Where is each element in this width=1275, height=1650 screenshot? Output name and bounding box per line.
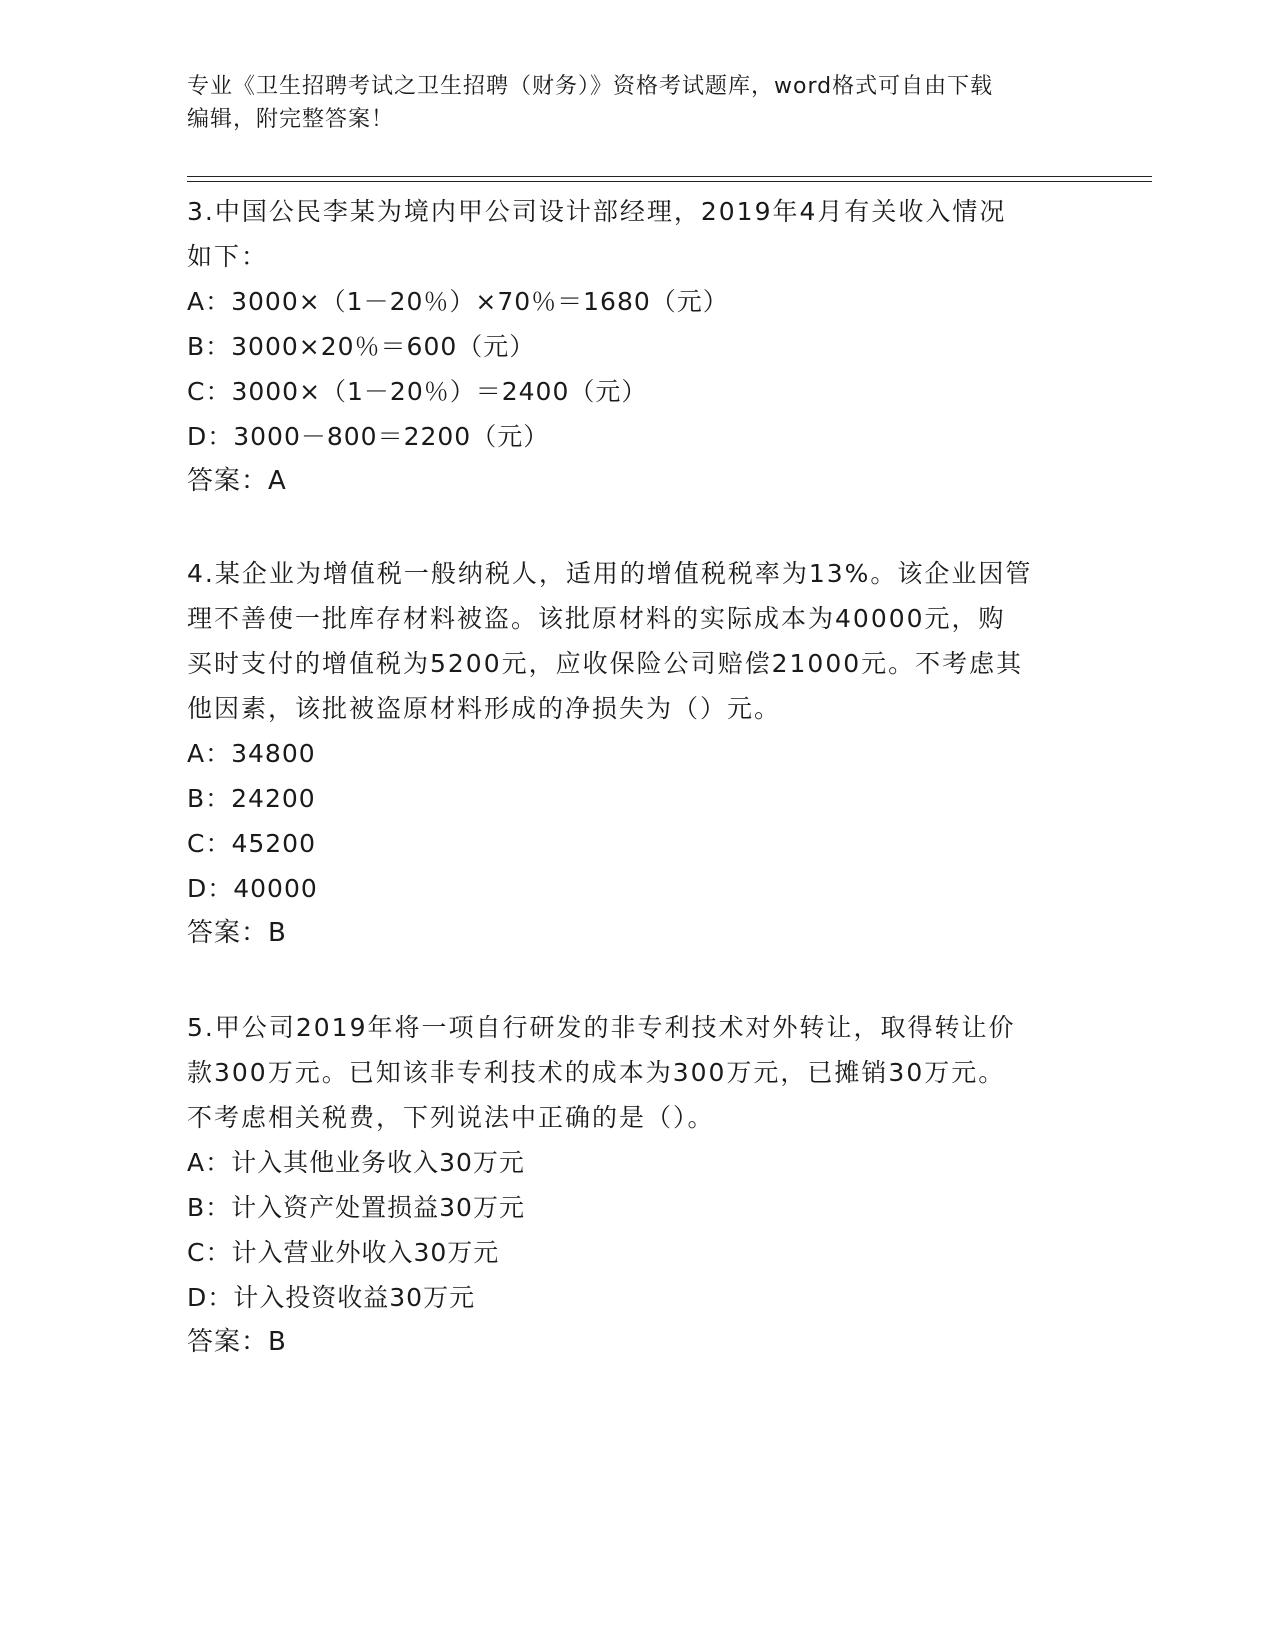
header-divider-top (187, 176, 1152, 177)
option-a: A：3000×（1－20％）×70％＝1680（元） (187, 287, 729, 316)
question-stem-line: 款300万元。已知该非专利技术的成本为300万元，已摊销30万元。 (187, 1058, 1006, 1087)
option-d: D：40000 (187, 874, 318, 903)
header-divider-bottom (187, 181, 1152, 182)
option-c: C：3000×（1－20％）＝2400（元） (187, 377, 648, 406)
header-line-2: 编辑，附完整答案！ (187, 107, 395, 132)
option-b: B：3000×20％＝600（元） (187, 332, 536, 361)
answer: 答案：A (187, 466, 287, 496)
question-4 (187, 551, 1087, 956)
question-5 (187, 1005, 1087, 1365)
question-stem-line: 买时支付的增值税为5200元，应收保险公司赔偿21000元。不考虑其 (187, 649, 1024, 678)
option-b: B：24200 (187, 784, 316, 813)
option-c: C：计入营业外收入30万元 (187, 1238, 500, 1267)
option-a: A：34800 (187, 739, 316, 768)
question-stem-line: 他因素，该批被盗原材料形成的净损失为（）元。 (187, 694, 782, 723)
option-d: D：3000－800＝2200（元） (187, 422, 550, 451)
question-stem-line: 4.某企业为增值税一般纳税人，适用的增值税税率为13%。该企业因管 (187, 559, 1033, 588)
question-3 (187, 189, 1087, 504)
option-a: A：计入其他业务收入30万元 (187, 1148, 525, 1177)
answer: 答案：B (187, 1327, 287, 1357)
header-line-1: 专业《卫生招聘考试之卫生招聘（财务）》资格考试题库，word格式可自由下载 (187, 74, 994, 99)
question-stem-line: 不考虑相关税费，下列说法中正确的是（）。 (187, 1103, 715, 1132)
option-d: D：计入投资收益30万元 (187, 1283, 476, 1312)
option-b: B：计入资产处置损益30万元 (187, 1193, 525, 1222)
question-stem-line: 5.甲公司2019年将一项自行研发的非专利技术对外转让，取得转让价 (187, 1013, 1016, 1042)
option-c: C：45200 (187, 829, 316, 858)
document-header (187, 70, 1067, 136)
question-stem-line: 3.中国公民李某为境内甲公司设计部经理，2019年4月有关收入情况 (187, 197, 1007, 226)
question-stem-line: 理不善使一批库存材料被盗。该批原材料的实际成本为40000元，购 (187, 604, 1006, 633)
question-stem-line: 如下： (187, 242, 269, 271)
answer: 答案：B (187, 918, 287, 948)
